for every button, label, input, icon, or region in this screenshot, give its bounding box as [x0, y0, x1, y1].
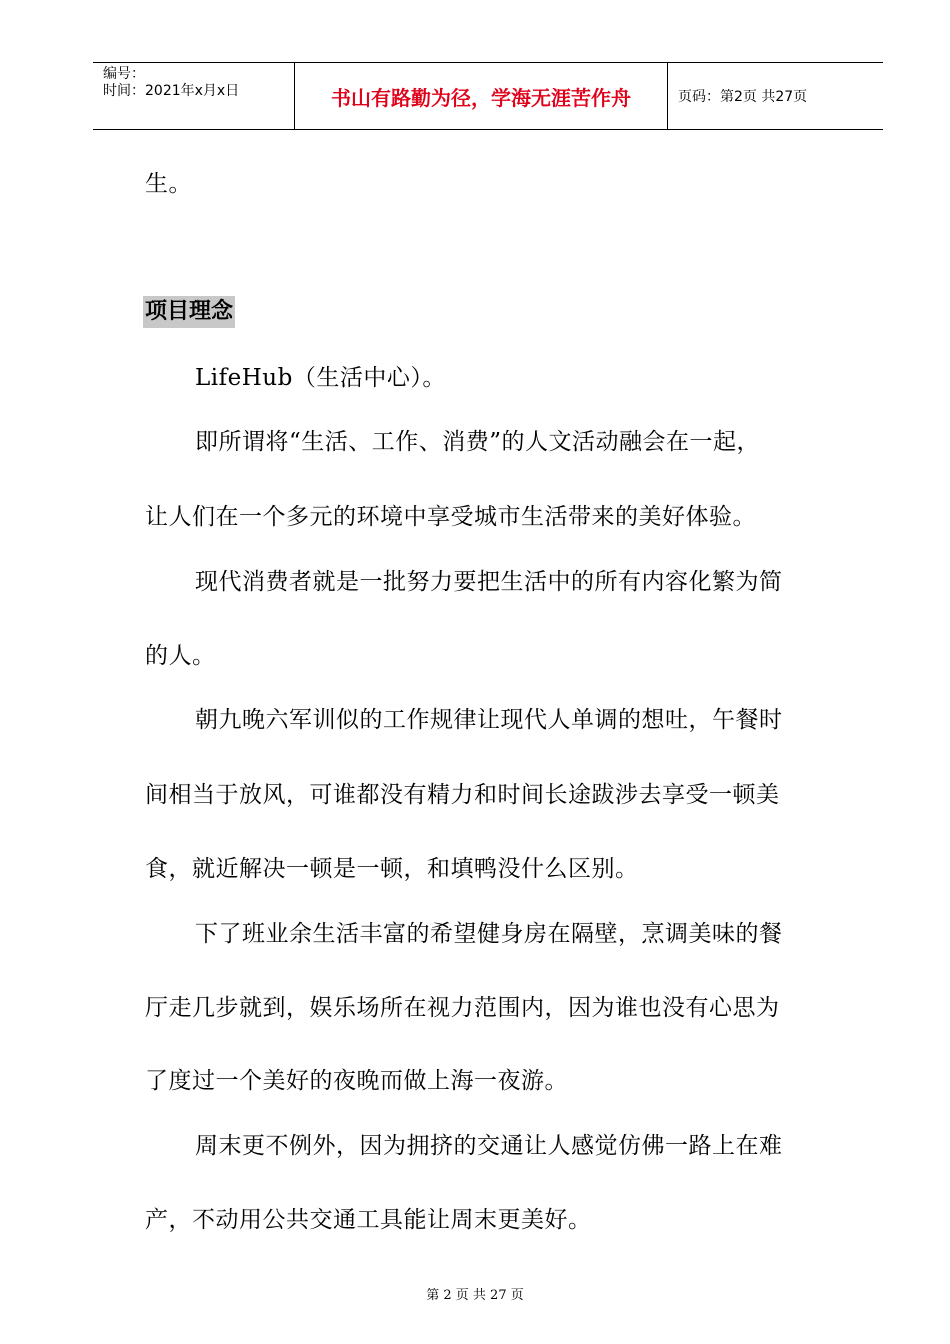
number-label: 编号： [103, 66, 145, 82]
text-line: LifeHub（生活中心）。 [195, 365, 446, 391]
header-meta [103, 66, 239, 100]
text-line: 下了班业余生活丰富的希望健身房在隔壁，烹调美味的餐 [195, 921, 783, 947]
text-line: 朝九晚六军训似的工作规律让现代人单调的想吐，午餐时 [195, 707, 783, 733]
header-motto: 书山有路勤为径，学海无涯苦作舟 [331, 85, 631, 110]
text-line: 让人们在一个多元的环境中享受城市生活带来的美好体验。 [145, 504, 756, 530]
header-divider [667, 63, 668, 129]
page-header [93, 62, 883, 130]
text-line: 厅走几步就到，娱乐场所在视力范围内，因为谁也没有心思为 [145, 995, 780, 1021]
text-line: 周末更不例外，因为拥挤的交通让人感觉仿佛一路上在难 [195, 1133, 783, 1159]
header-page-info: 页码：第2页 共27页 [678, 89, 808, 105]
text-line: 生。 [145, 171, 192, 197]
text-line: 的人。 [145, 643, 216, 669]
text-line: 食，就近解决一顿是一顿，和填鸭没什么区别。 [145, 856, 639, 882]
section-heading: 项目理念 [143, 296, 235, 328]
page-footer: 第 2 页 共 27 页 [426, 1288, 524, 1303]
text-line: 即所谓将“生活、工作、消费”的人文活动融会在一起， [195, 429, 761, 455]
text-line: 间相当于放风，可谁都没有精力和时间长途跋涉去享受一顿美 [145, 782, 780, 808]
time-label: 时间：2021年x月x日 [103, 83, 240, 99]
text-line: 了度过一个美好的夜晚而做上海一夜游。 [145, 1068, 568, 1094]
text-line: 产，不动用公共交通工具能让周末更美好。 [145, 1207, 592, 1233]
text-line: 现代消费者就是一批努力要把生活中的所有内容化繁为简 [195, 569, 783, 595]
